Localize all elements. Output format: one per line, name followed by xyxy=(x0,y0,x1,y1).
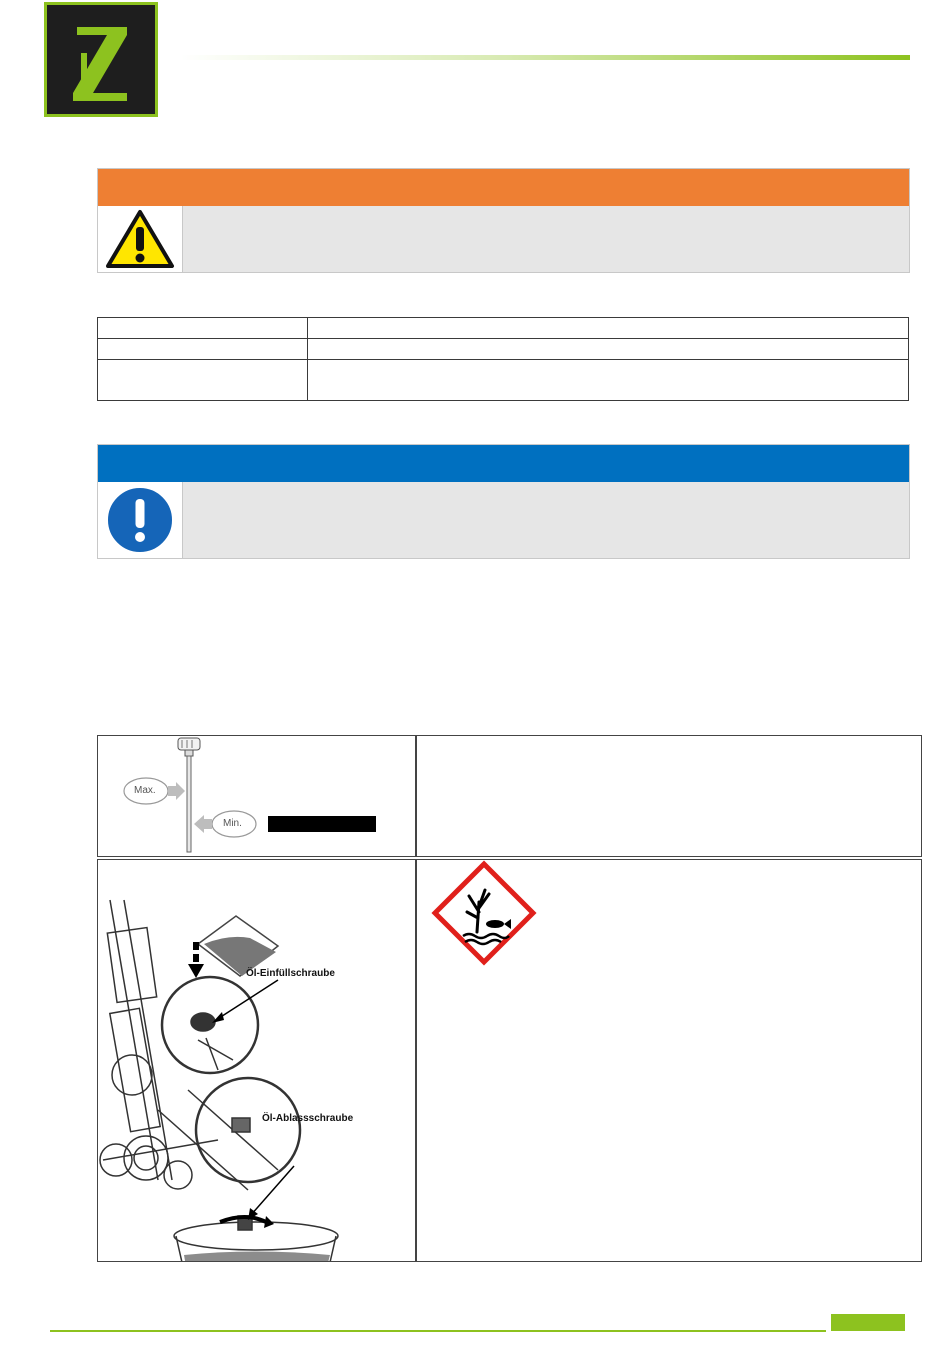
notice-box xyxy=(97,444,910,559)
max-label: Max. xyxy=(134,785,156,796)
table-row xyxy=(98,339,909,360)
warning-box xyxy=(97,168,910,273)
table-cell xyxy=(98,339,308,360)
brand-logo xyxy=(44,2,158,117)
warning-bar xyxy=(98,169,909,206)
z-logo-icon xyxy=(47,5,155,114)
table-cell xyxy=(308,360,909,401)
notice-bar xyxy=(98,445,909,482)
table-cell xyxy=(308,318,909,339)
table-row xyxy=(98,318,909,339)
warning-triangle-icon xyxy=(105,209,175,269)
min-label: Min. xyxy=(223,818,242,829)
oil-change-figure xyxy=(97,859,416,1262)
warning-icon-cell xyxy=(98,206,183,272)
page-number-tab xyxy=(831,1314,905,1331)
dipstick-figure xyxy=(97,735,416,857)
mandatory-exclamation-icon xyxy=(105,485,175,555)
footer-rule xyxy=(50,1330,826,1332)
spec-table xyxy=(97,317,909,401)
environment-hazard-icon xyxy=(429,860,539,970)
notice-icon-cell xyxy=(98,482,183,558)
drain-screw-label: Öl-Ablassschraube xyxy=(262,1113,354,1124)
table-row xyxy=(98,360,909,401)
table-cell xyxy=(98,360,308,401)
hazard-text-cell xyxy=(416,859,922,1262)
dipstick-illustration xyxy=(98,736,415,856)
table-cell xyxy=(98,318,308,339)
table-cell xyxy=(308,339,909,360)
header-rule xyxy=(180,55,910,60)
fill-screw-label: Öl-Einfüllschraube xyxy=(246,968,335,979)
dipstick-text-cell xyxy=(416,735,922,857)
figure-grid xyxy=(97,735,922,1262)
oil-change-illustration xyxy=(98,860,415,1261)
